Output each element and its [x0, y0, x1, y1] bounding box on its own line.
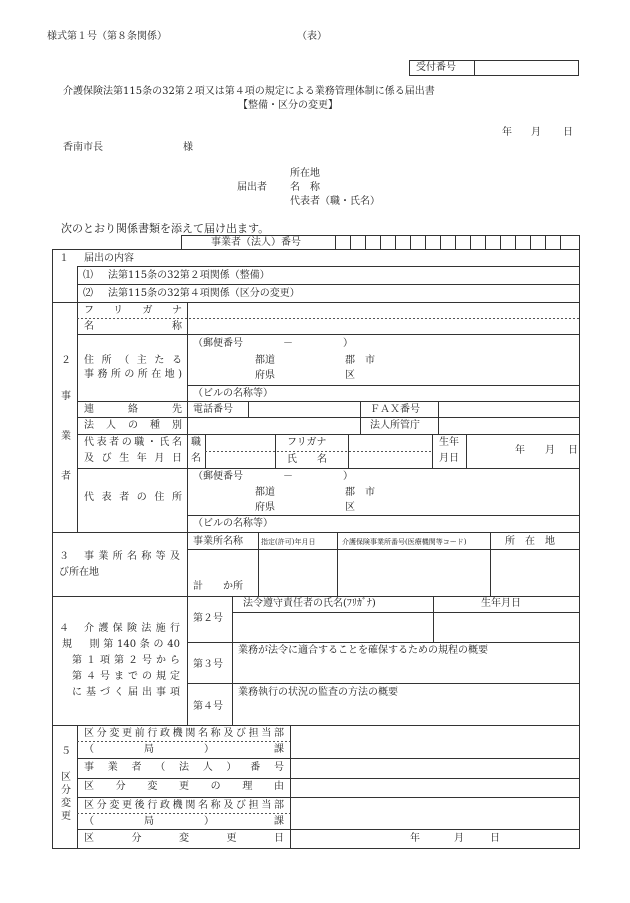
corp-agency-label: 法人所管庁: [370, 420, 420, 431]
section4-title-3: 第１項第２号から: [72, 655, 180, 666]
before-agency-label: 区分変更前行政機関名称及び担当部: [84, 728, 284, 739]
business-name-field[interactable]: [195, 322, 570, 333]
section4-title-2: 規 則第140条の40: [62, 639, 180, 650]
before-dept-label: （ 局 ） 課: [84, 744, 284, 755]
receipt-label: 受付番号: [416, 62, 456, 73]
business-name-label: 名称: [84, 321, 182, 332]
section2-vertical-1: 事: [61, 391, 71, 402]
section2-vertical-3: 者: [61, 471, 71, 482]
office-address-label-1: 住所（主たる: [84, 355, 182, 366]
business-number-label-5: 事業者（法人）番号: [84, 762, 284, 773]
date-year: 年: [502, 127, 512, 138]
col-business-name: 事業所名称: [193, 536, 243, 547]
item2-label: 第２号: [193, 613, 223, 624]
fax-label: ＦＡＸ番号: [370, 404, 420, 415]
section4-number: ４: [59, 623, 69, 634]
phone-label: 電話番号: [193, 404, 233, 415]
furigana-label: フリガナ: [84, 305, 182, 316]
officer-name-label: 法令遵守責任者の氏名(ﾌﾘｶﾞﾅ): [243, 598, 376, 609]
section5-vertical-2: 分: [61, 785, 71, 796]
birth-month: 月: [545, 445, 555, 456]
section3-number: ３: [59, 551, 69, 562]
intro-text: 次のとおり関係書類を添えて届け出ます。: [61, 222, 270, 235]
section1-item1-number: ⑴: [83, 270, 93, 281]
col-designation-date: 指定(許可)年月日: [261, 538, 316, 546]
rep-fuken: 府県: [255, 502, 275, 513]
rep-shoku-1: 職: [191, 437, 201, 448]
office-ku: 区: [345, 370, 355, 381]
section1-item2-number: ⑵: [83, 288, 93, 299]
item3-label: 第３号: [193, 659, 223, 670]
date-day: 日: [563, 127, 573, 138]
rep-label-2: 及び生年月日: [84, 453, 182, 464]
birth-day: 日: [568, 445, 578, 456]
rep-gunshi: 郡 市: [345, 487, 375, 498]
office-address-label-2: 事務所の所在地): [84, 369, 182, 380]
applicant-location: 所在地: [290, 168, 320, 179]
section5-vertical-1: 区: [61, 772, 71, 783]
date-month: 月: [531, 127, 541, 138]
addressee: 香南市長: [63, 142, 103, 153]
form-title: 介護保険法第115条の32第２項又は第４項の規定による業務管理体制に係る届出書: [63, 86, 435, 97]
honorific: 様: [183, 142, 193, 153]
section4-title-1: 介護保険法施行: [84, 623, 180, 634]
contact-label: 連絡先: [84, 404, 182, 415]
rules-summary-label: 業務が法令に適合することを確保するための規程の概要: [238, 645, 488, 656]
section1-title: 届出の内容: [84, 253, 134, 264]
form-subtitle: 【整備・区分の変更】: [238, 100, 338, 111]
col-business-number: 介護保険事業所番号(医療機関等コード): [342, 538, 467, 546]
office-building[interactable]: （ビルの名称等）: [193, 388, 273, 399]
applicant-label: 届出者: [237, 182, 267, 193]
section5-vertical-4: 更: [61, 811, 71, 822]
change-date-year: 年: [410, 833, 420, 844]
rep-address-label: 代表者の住所: [84, 492, 182, 503]
applicant-name: 名 称: [290, 182, 320, 193]
applicant-representative: 代表者（職・氏名）: [290, 196, 380, 207]
section5-vertical-3: 変: [61, 798, 71, 809]
change-date-day: 日: [490, 833, 500, 844]
rep-furigana: フリガナ: [287, 437, 327, 448]
rep-postal[interactable]: （郵便番号 － ）: [193, 471, 353, 482]
birth-year: 年: [515, 445, 525, 456]
section2-number: ２: [61, 355, 71, 366]
reason-label: 区分変更の理由: [84, 781, 284, 792]
item4-label: 第４号: [193, 701, 223, 712]
office-gunshi: 郡 市: [345, 355, 375, 366]
office-fuken: 府県: [255, 370, 275, 381]
form-side: （表）: [297, 31, 327, 42]
section1-item2-label[interactable]: 法第115条の32第４項関係（区分の変更）: [108, 288, 300, 299]
birth-label-1: 生年: [439, 437, 459, 448]
audit-summary-label: 業務執行の状況の監査の方法の概要: [238, 687, 398, 698]
section3-title-1: 事業所名称等及: [84, 551, 180, 562]
section5-number: ５: [61, 746, 71, 757]
form-number: 様式第１号（第８条関係）: [47, 31, 167, 42]
rep-label-1: 代表者の職・氏名: [84, 437, 182, 448]
change-date-month: 月: [454, 833, 464, 844]
rep-name: 氏 名: [287, 454, 327, 465]
col-location: 所 在 地: [505, 536, 555, 547]
office-postal[interactable]: （郵便番号 － ）: [193, 338, 353, 349]
rep-shoku-2: 名: [191, 453, 201, 464]
section4-title-4: 第４号までの規定: [72, 671, 180, 682]
after-agency-label: 区分変更後行政機関名称及び担当部: [84, 800, 284, 811]
rep-ku: 区: [345, 502, 355, 513]
section4-title-5: に基づく届出事項: [72, 687, 180, 698]
furigana-field[interactable]: [195, 306, 570, 317]
office-todo: 都道: [255, 355, 275, 366]
officer-birth-label: 生年月日: [481, 598, 521, 609]
change-date-label: 区分変更日: [84, 833, 284, 844]
after-dept-label: （ 局 ） 課: [84, 816, 284, 827]
rep-building[interactable]: （ビルの名称等）: [193, 518, 273, 529]
rep-todo: 都道: [255, 487, 275, 498]
section1-item1-label[interactable]: 法第115条の32第２項関係（整備）: [108, 270, 270, 281]
total-count: 計 か所: [193, 581, 243, 592]
corp-type-label: 法人の種別: [84, 420, 182, 431]
section2-vertical-2: 業: [61, 431, 71, 442]
section3-title-2: び所在地: [59, 567, 99, 578]
section1-number: １: [59, 253, 69, 264]
birth-label-2: 月日: [439, 453, 459, 464]
business-number-label: 事業者（法人）番号: [211, 237, 301, 248]
